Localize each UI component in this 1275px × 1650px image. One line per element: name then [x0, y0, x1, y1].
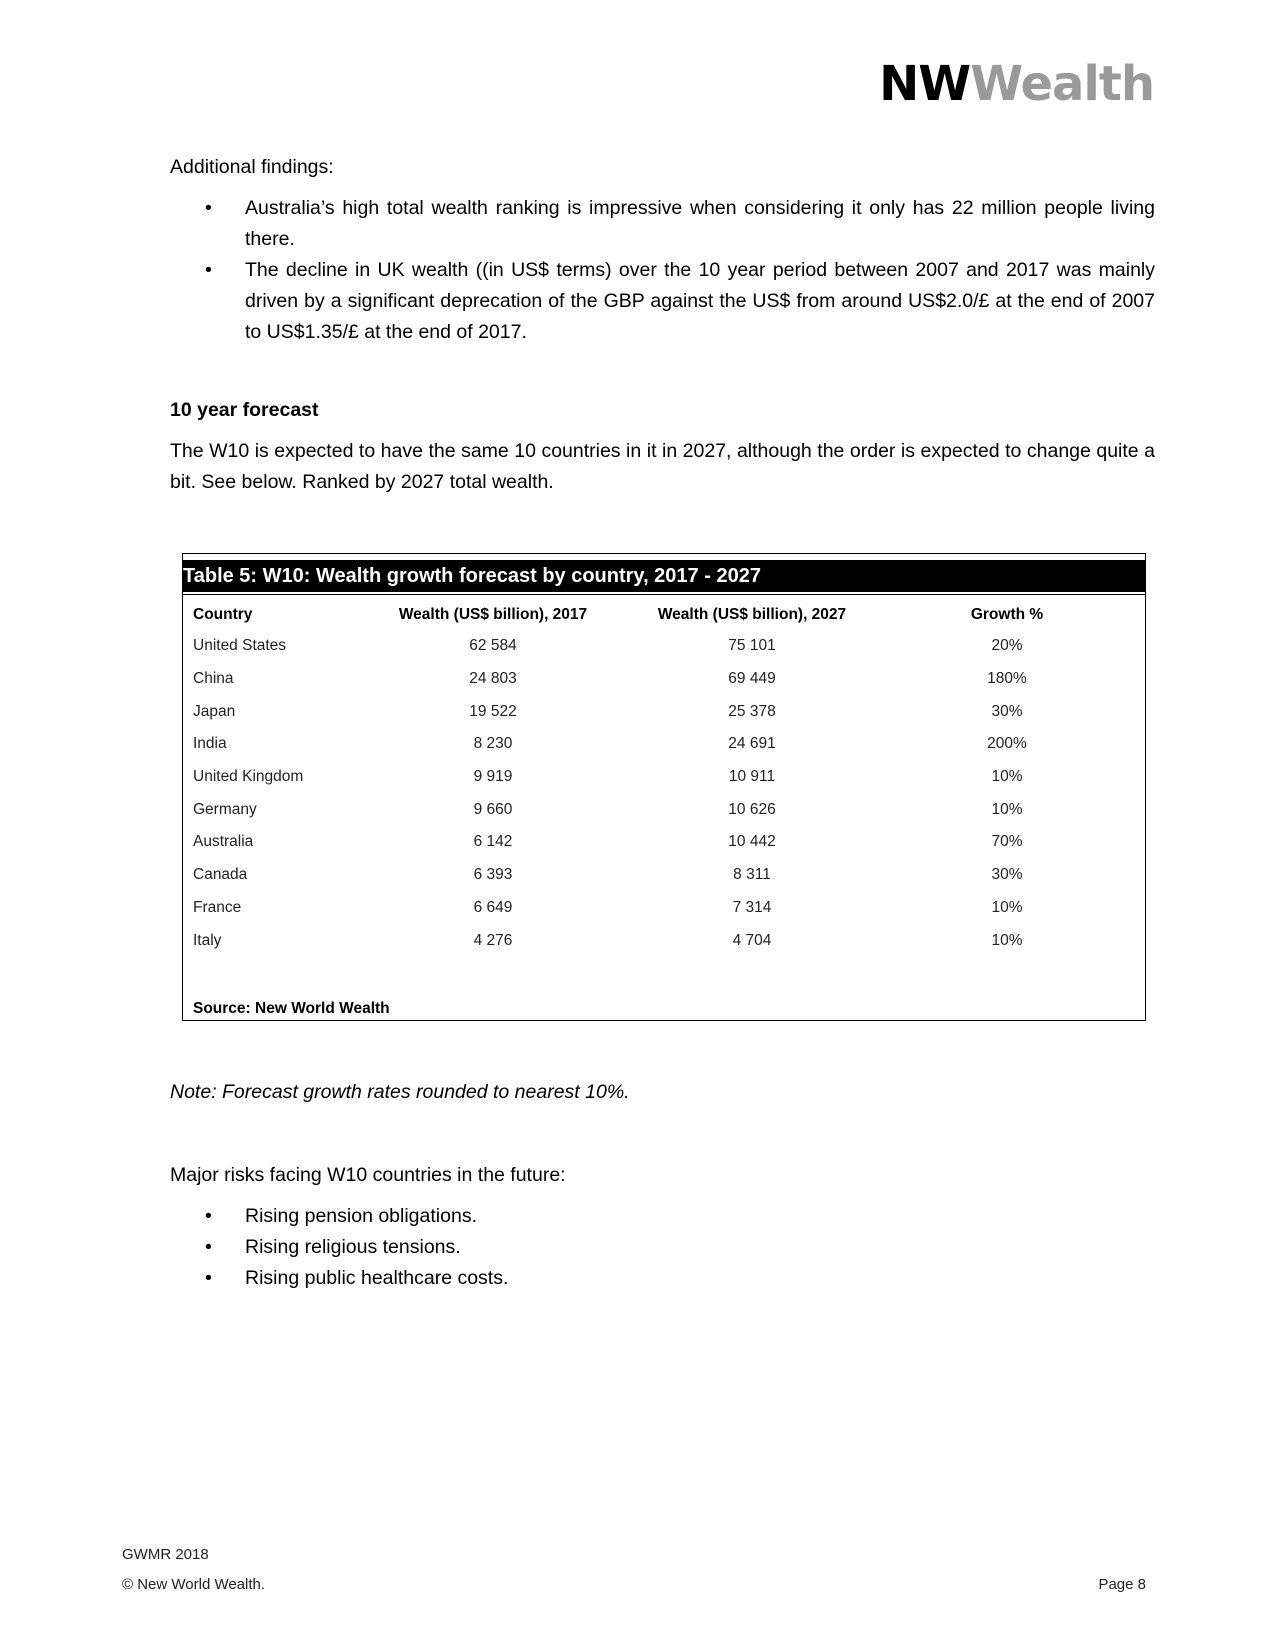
- table-row: [193, 728, 1133, 761]
- bullet-icon: •: [205, 1236, 212, 1258]
- wealth-forecast-table-box: [182, 553, 1146, 1021]
- header-growth: Growth %: [970, 606, 1044, 623]
- cell-wealth-2017: 9 919: [473, 768, 513, 786]
- cell-wealth-2017: 9 660: [473, 800, 513, 818]
- cell-wealth-2027: 69 449: [728, 670, 776, 688]
- logo-wealth: Wealth: [970, 56, 1154, 112]
- cell-wealth-2027: 10 442: [728, 833, 776, 851]
- cell-growth: 10%: [991, 768, 1023, 786]
- table-row: [193, 761, 1133, 794]
- cell-wealth-2017: 6 393: [473, 866, 513, 884]
- cell-growth: 70%: [991, 833, 1023, 851]
- cell-wealth-2027: 8 311: [733, 866, 771, 884]
- footer-copyright: © New World Wealth.: [122, 1576, 266, 1593]
- list-item: [170, 255, 1155, 348]
- bullet-icon: •: [205, 259, 212, 281]
- table-row: [193, 859, 1133, 892]
- bullet-icon: •: [205, 1205, 212, 1227]
- cell-country: Canada: [193, 866, 248, 884]
- table-row: [193, 630, 1133, 663]
- cell-wealth-2027: 10 911: [728, 768, 776, 786]
- bullet-icon: •: [205, 1267, 212, 1289]
- cell-wealth-2027: 24 691: [728, 735, 776, 753]
- table-header-row: [193, 600, 1133, 630]
- risks-heading: Major risks facing W10 countries in the future:: [170, 1164, 566, 1186]
- table-row: [193, 826, 1133, 859]
- list-item: [170, 1232, 1155, 1263]
- list-item: [170, 193, 1155, 255]
- cell-country: United Kingdom: [193, 768, 304, 786]
- logo-nw: NW: [879, 56, 971, 112]
- header-wealth-2017: Wealth (US$ billion), 2017: [398, 606, 588, 623]
- risks-list: [170, 1201, 1155, 1294]
- list-item: [170, 1263, 1155, 1294]
- lower-content: [170, 1077, 1155, 1294]
- list-item-text: Rising pension obligations.: [245, 1205, 477, 1227]
- cell-growth: 10%: [991, 931, 1023, 949]
- table-row: [193, 695, 1133, 728]
- page-number: Page 8: [1098, 1576, 1146, 1593]
- cell-wealth-2017: 6 142: [473, 833, 513, 851]
- table-title: Table 5: W10: Wealth growth forecast by country, 2017 - 2027: [183, 560, 1145, 592]
- cell-wealth-2027: 25 378: [728, 702, 776, 720]
- list-item-text: Rising public healthcare costs.: [245, 1267, 509, 1289]
- cell-wealth-2017: 24 803: [469, 670, 517, 688]
- cell-country: China: [193, 670, 234, 688]
- list-item-text: Rising religious tensions.: [245, 1236, 461, 1258]
- footer-report-name: GWMR 2018: [122, 1546, 209, 1563]
- bullet-icon: •: [205, 197, 212, 219]
- table-row: [193, 793, 1133, 826]
- cell-wealth-2027: 75 101: [728, 637, 776, 655]
- additional-findings-list: [170, 193, 1155, 348]
- cell-wealth-2027: 4 704: [732, 931, 772, 949]
- cell-country: India: [193, 735, 227, 753]
- cell-growth: 10%: [991, 898, 1023, 916]
- table-row: [193, 663, 1133, 696]
- cell-country: United States: [193, 637, 287, 655]
- header-country: Country: [193, 606, 253, 623]
- cell-growth: 30%: [991, 702, 1023, 720]
- cell-growth: 200%: [987, 735, 1027, 753]
- cell-wealth-2027: 7 314: [732, 898, 772, 916]
- forecast-note: Note: Forecast growth rates rounded to nearest 10%.: [170, 1081, 630, 1103]
- forecast-heading: 10 year forecast: [170, 399, 319, 421]
- cell-wealth-2017: 6 649: [473, 898, 513, 916]
- cell-wealth-2017: 62 584: [469, 637, 517, 655]
- list-item-text: Australia’s high total wealth ranking is impressive when considering it only has 22 million people living there.: [245, 197, 1155, 250]
- cell-wealth-2027: 10 626: [728, 800, 776, 818]
- cell-wealth-2017: 8 230: [473, 735, 513, 753]
- cell-growth: 30%: [991, 866, 1023, 884]
- cell-country: Germany: [193, 800, 257, 818]
- forecast-intro: The W10 is expected to have the same 10 countries in it in 2027, although the order is expected to change quite a bit. See below. Ranked by 2027 total wealth.: [170, 440, 1155, 493]
- cell-wealth-2017: 4 276: [473, 931, 513, 949]
- cell-growth: 20%: [991, 637, 1023, 655]
- table-divider: [183, 594, 1145, 595]
- nwwealth-logo: [879, 56, 1154, 112]
- additional-findings-heading: Additional findings:: [170, 156, 334, 178]
- cell-country: Japan: [193, 702, 236, 720]
- cell-country: Australia: [193, 833, 254, 851]
- header-wealth-2027: Wealth (US$ billion), 2027: [657, 606, 847, 623]
- cell-wealth-2017: 19 522: [469, 702, 517, 720]
- table-source: Source: New World Wealth: [193, 1000, 390, 1017]
- cell-country: France: [193, 898, 242, 916]
- table-row: [193, 892, 1133, 925]
- list-item-text: The decline in UK wealth ((in US$ terms) over the 10 year period between 2007 and 2017 was mainly driven by a significant deprecation of the GBP against the US$ from around US$2.0/£ at the end of 2007 to US$1.35/£ at the end of 2017.: [245, 259, 1155, 343]
- list-item: [170, 1201, 1155, 1232]
- cell-growth: 180%: [987, 670, 1027, 688]
- main-content: [170, 152, 1155, 498]
- cell-growth: 10%: [991, 800, 1023, 818]
- cell-country: Italy: [193, 931, 222, 949]
- table-row: [193, 924, 1133, 957]
- wealth-forecast-table: [193, 600, 1133, 957]
